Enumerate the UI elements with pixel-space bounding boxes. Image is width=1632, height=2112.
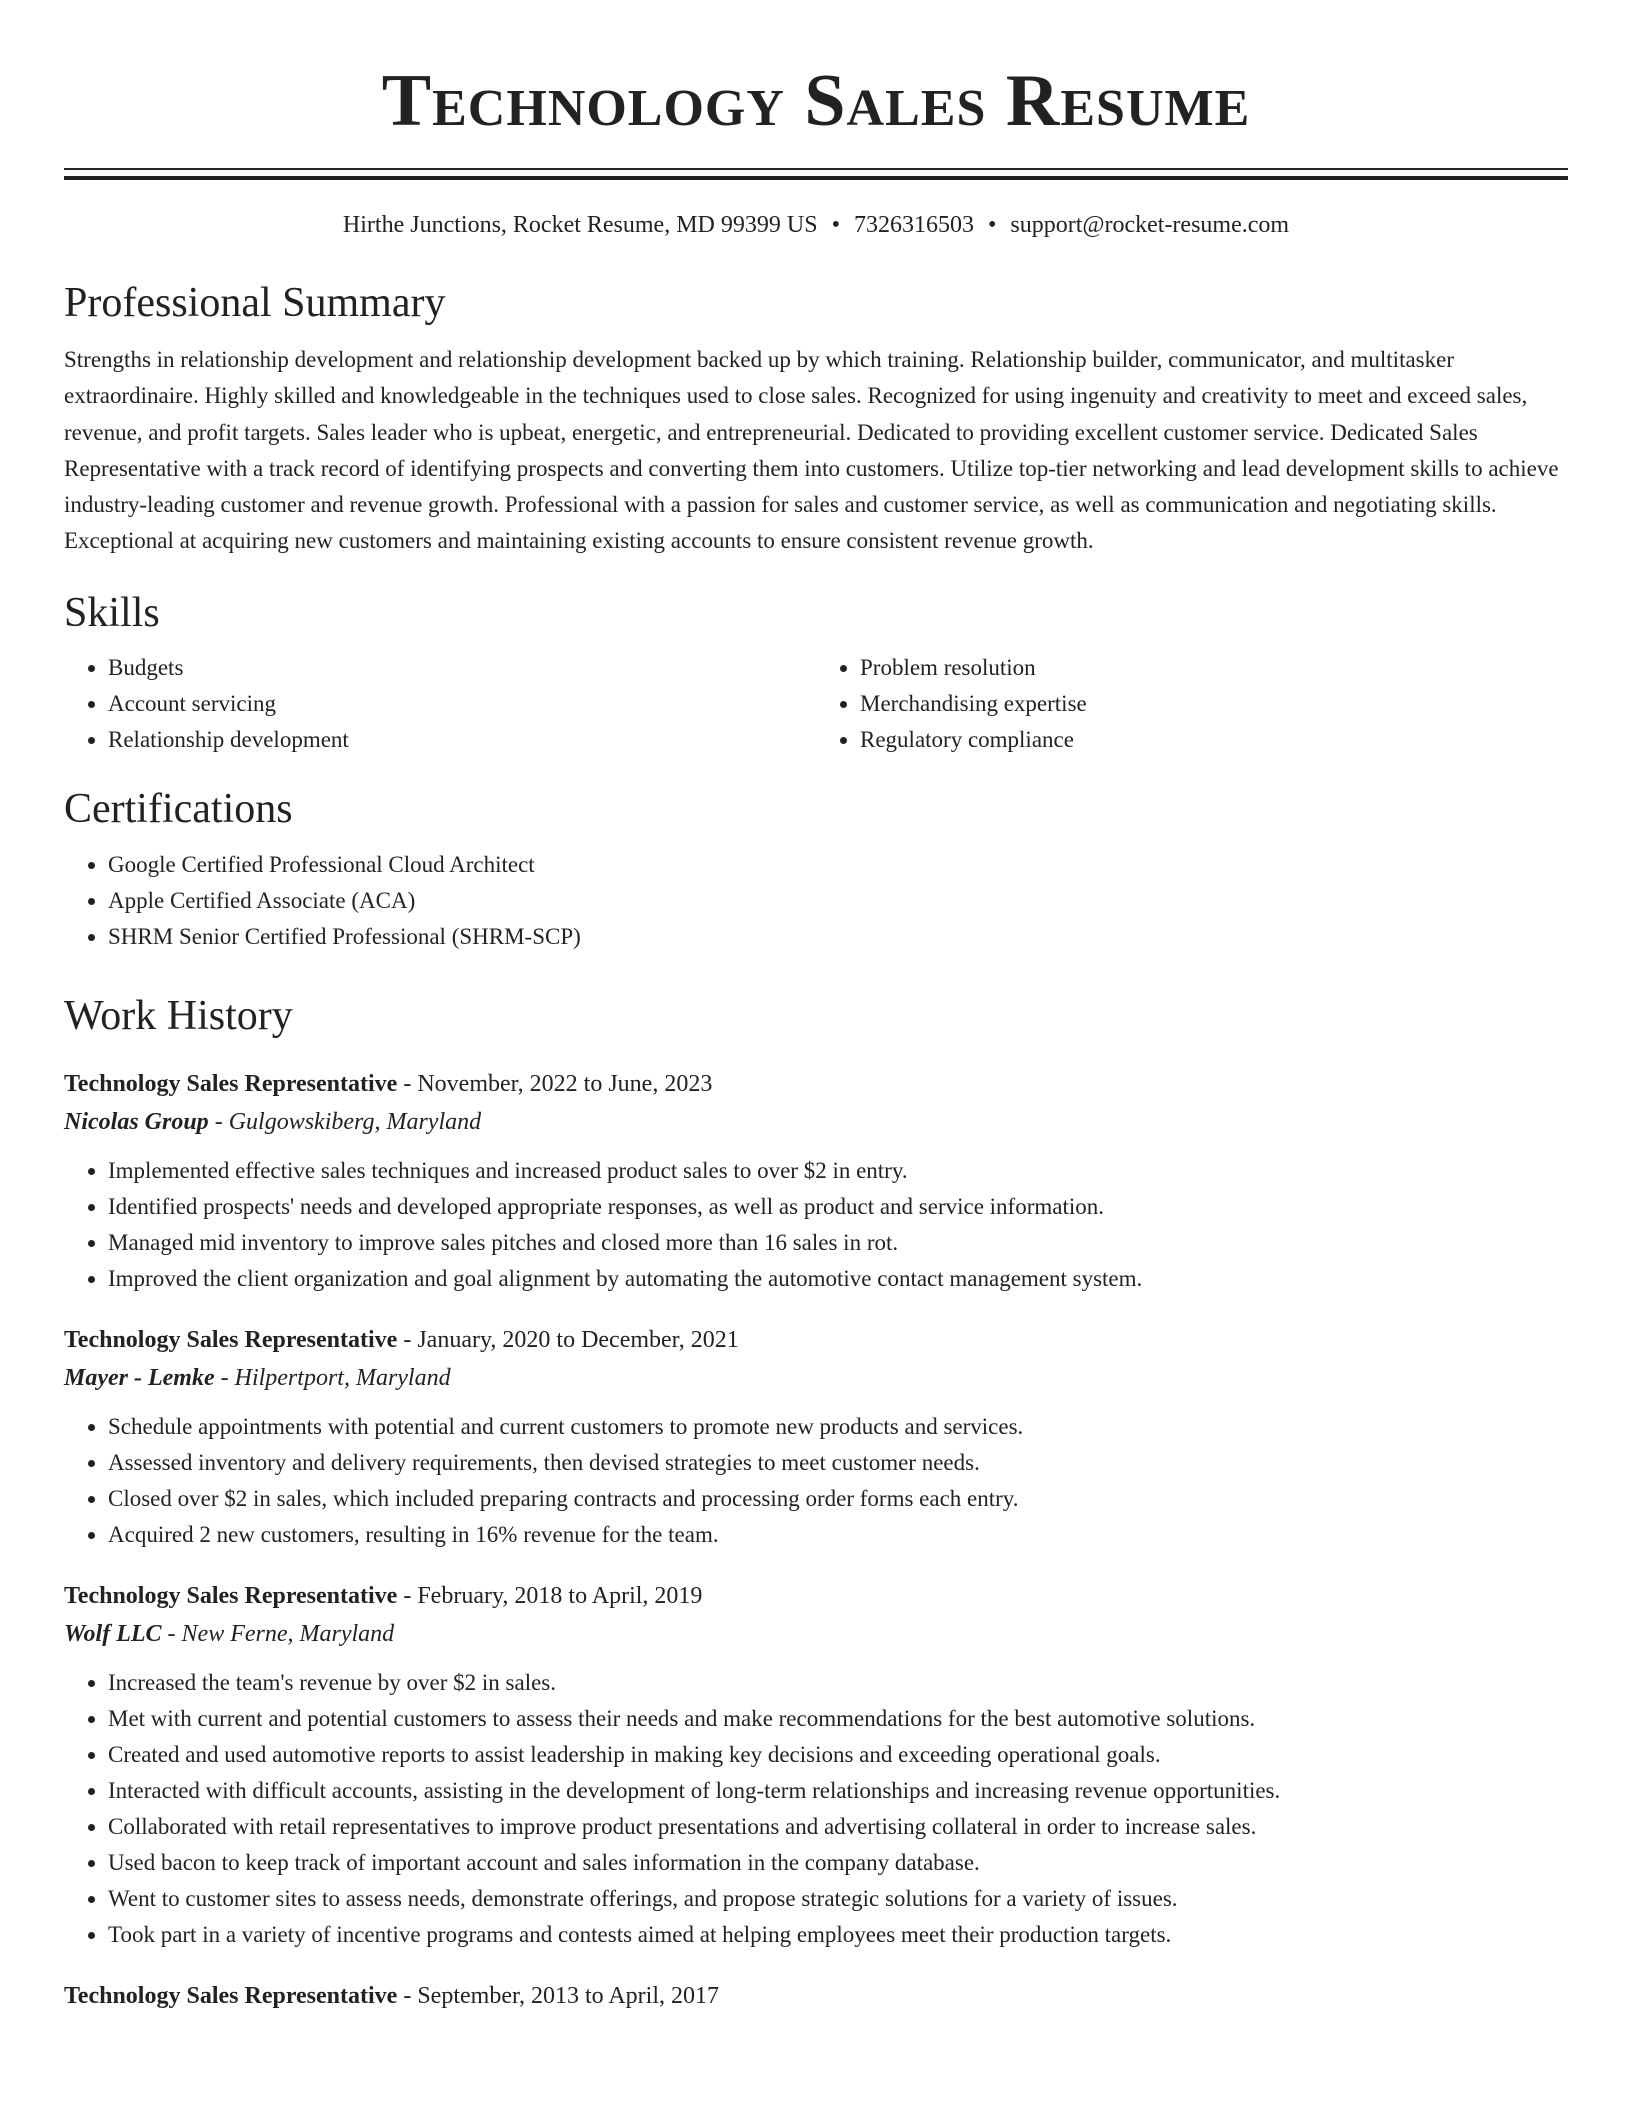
- job-dates: November, 2022 to June, 2023: [417, 1070, 713, 1097]
- job-bullets: [64, 1409, 1568, 1553]
- title-rule-thin: [64, 168, 1568, 170]
- job-title: Technology Sales Representative: [64, 1070, 398, 1097]
- job-title-line: [64, 1977, 1568, 2015]
- job-dates: September, 2013 to April, 2017: [417, 1982, 720, 2009]
- job-dash: -: [397, 1326, 418, 1353]
- job-bullets: [64, 1665, 1568, 1953]
- certification-item: • Apple Certified Associate (ACA): [108, 883, 1568, 919]
- title-rule-thick: [64, 176, 1568, 180]
- job-company: Wolf LLC: [64, 1620, 162, 1647]
- job-entry: [64, 1577, 1568, 1953]
- job-bullet: • Schedule appointments with potential and current customers to promote new products and services.: [108, 1409, 1568, 1445]
- summary-text: Strengths in relationship development and relationship development backed up by which training. Relationship builder, communicator, and multitasker extraordinaire. Highly skilled and knowledgeable in the techniques used to close sales. Recognized for using ingenuity and creativity to meet and exceed sales, revenue, and profit targets. Sales leader who is upbeat, energetic, and entrepreneurial. Dedicated to providing excellent customer service. Dedicated Sales Representative with a track record of identifying prospects and converting them into customers. Utilize top-tier networking and lead development skills to achieve industry-leading customer and revenue growth. Professional with a passion for sales and customer service, as well as communication and negotiating skills. Exceptional at acquiring new customers and maintaining existing accounts to ensure consistent revenue growth.: [64, 347, 1559, 554]
- certification-item: • SHRM Senior Certified Professional (SHRM-SCP): [108, 919, 1568, 955]
- job-bullet: • Improved the client organization and goal alignment by automating the automotive contact management system.: [108, 1261, 1568, 1297]
- job-bullet: • Collaborated with retail representatives to improve product presentations and advertising collateral in order to increase sales.: [108, 1809, 1568, 1845]
- skill-item: • Problem resolution: [860, 650, 1568, 686]
- contact-separator: •: [987, 212, 997, 238]
- job-dash: -: [161, 1620, 182, 1647]
- job-title: Technology Sales Representative: [64, 1982, 398, 2009]
- summary-heading: Professional Summary: [64, 280, 446, 326]
- job-location: Gulgowskiberg, Maryland: [228, 1108, 482, 1135]
- job-bullet: • Created and used automotive reports to assist leadership in making key decisions and exceeding operational goals.: [108, 1737, 1568, 1773]
- job-entry: [64, 1977, 1568, 2015]
- contact-separator: •: [831, 212, 840, 238]
- skill-item: • Budgets: [108, 650, 816, 686]
- job-bullets: [64, 1153, 1568, 1297]
- skills-left-list: [64, 650, 816, 758]
- contact-line: [64, 210, 1568, 240]
- job-bullet: • Acquired 2 new customers, resulting in 16% revenue for the team.: [108, 1517, 1568, 1553]
- job-entry: [64, 1065, 1568, 1297]
- job-company-line: [64, 1359, 1568, 1397]
- work-history-heading: Work History: [64, 992, 293, 1039]
- contact-address: Hirthe Junctions, Rocket Resume, MD 99399 US: [342, 212, 818, 238]
- job-bullet: • Increased the team's revenue by over $2 in sales.: [108, 1665, 1568, 1701]
- job-bullet: • Used bacon to keep track of important account and sales information in the company database.: [108, 1845, 1568, 1881]
- job-dash: -: [214, 1364, 235, 1391]
- skill-item: • Relationship development: [108, 722, 816, 758]
- job-company-line: [64, 1615, 1568, 1653]
- job-location: New Ferne, Maryland: [181, 1620, 395, 1647]
- job-bullet: • Went to customer sites to assess needs, demonstrate offerings, and propose strategic solutions for a variety of issues.: [108, 1881, 1568, 1917]
- job-bullet: • Took part in a variety of incentive programs and contests aimed at helping employees meet their production targets.: [108, 1917, 1568, 1953]
- job-bullet: • Closed over $2 in sales, which included preparing contracts and processing order forms each entry.: [108, 1481, 1568, 1517]
- certification-item: • Google Certified Professional Cloud Architect: [108, 847, 1568, 883]
- job-dates: February, 2018 to April, 2019: [417, 1582, 703, 1609]
- job-title: Technology Sales Representative: [64, 1326, 398, 1353]
- job-bullet: • Identified prospects' needs and developed appropriate responses, as well as product and service information.: [108, 1189, 1568, 1225]
- job-title-line: [64, 1065, 1568, 1103]
- skill-item: • Merchandising expertise: [860, 686, 1568, 722]
- skills-heading: Skills: [64, 589, 160, 636]
- job-title-line: [64, 1321, 1568, 1359]
- job-company: Nicolas Group: [64, 1108, 209, 1135]
- job-location: Hilpertport, Maryland: [234, 1364, 451, 1391]
- job-dash: -: [397, 1070, 418, 1097]
- job-bullet: • Interacted with difficult accounts, assisting in the development of long-term relationships and increasing revenue opportunities.: [108, 1773, 1568, 1809]
- skill-item: • Regulatory compliance: [860, 722, 1568, 758]
- skills-right-list: [816, 650, 1568, 758]
- job-bullet: • Implemented effective sales techniques and increased product sales to over $2 in entry.: [108, 1153, 1568, 1189]
- job-dates: January, 2020 to December, 2021: [417, 1326, 739, 1353]
- job-dash: -: [397, 1982, 418, 2009]
- job-title-line: [64, 1577, 1568, 1615]
- job-title: Technology Sales Representative: [64, 1582, 398, 1609]
- certifications-heading: Certifications: [64, 785, 293, 832]
- resume-title: Technology Sales Resume: [381, 60, 1251, 142]
- job-bullet: • Assessed inventory and delivery requirements, then devised strategies to meet customer needs.: [108, 1445, 1568, 1481]
- job-bullet: • Managed mid inventory to improve sales pitches and closed more than 16 sales in rot.: [108, 1225, 1568, 1261]
- job-dash: -: [208, 1108, 229, 1135]
- certifications-list: [64, 847, 1568, 955]
- job-company-line: [64, 1103, 1568, 1141]
- skills-columns: [64, 650, 1568, 758]
- skill-item: • Account servicing: [108, 686, 816, 722]
- job-entry: [64, 1321, 1568, 1553]
- job-bullet: • Met with current and potential customers to assess their needs and make recommendations for the best automotive solutions.: [108, 1701, 1568, 1737]
- contact-phone: 7326316503: [853, 212, 974, 238]
- job-company: Mayer - Lemke: [64, 1364, 215, 1391]
- job-dash: -: [397, 1582, 418, 1609]
- contact-email: support@rocket-resume.com: [1010, 212, 1290, 238]
